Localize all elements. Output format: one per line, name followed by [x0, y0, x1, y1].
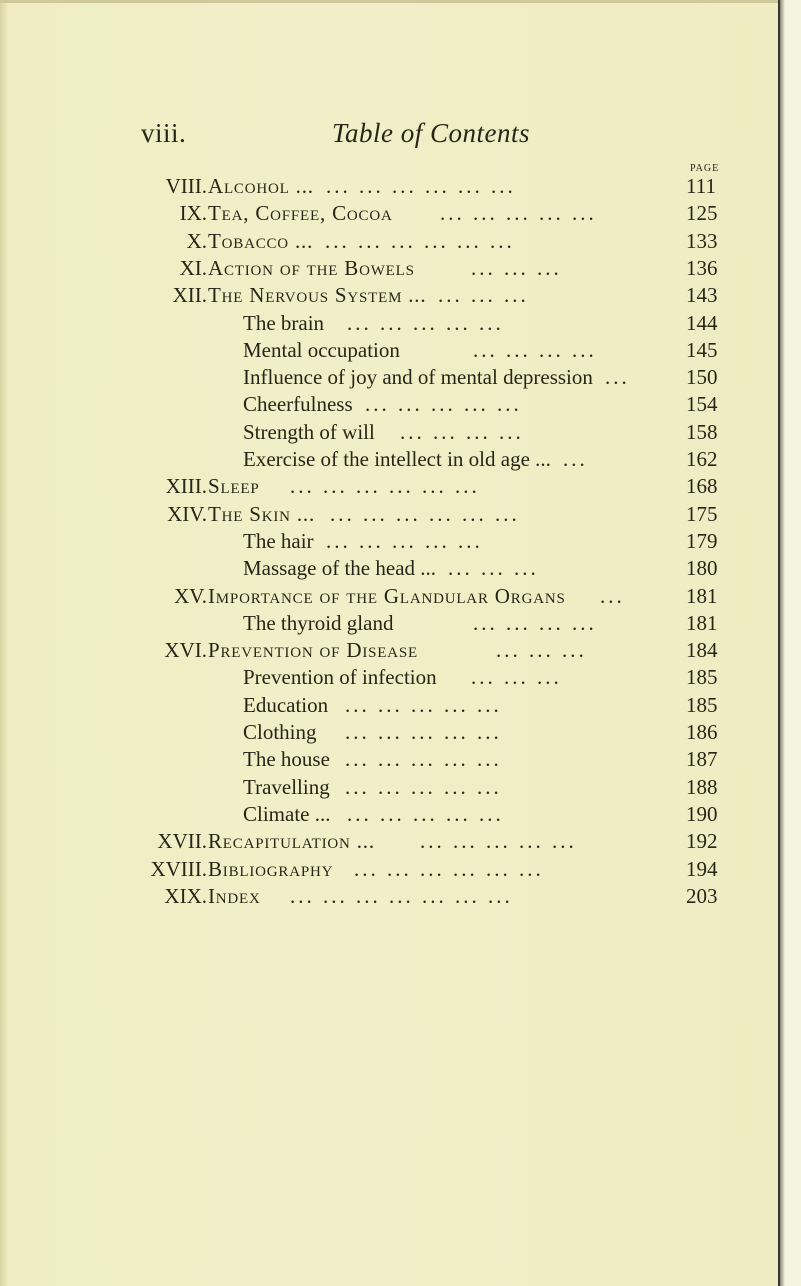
page-reference: 190	[686, 802, 718, 826]
dot-leader: ... ... ...	[471, 256, 562, 280]
section-title: The hair	[243, 529, 314, 553]
page-header	[0, 118, 778, 158]
dot-leader: ...	[605, 365, 630, 389]
section-title: The brain	[243, 311, 325, 335]
toc-entry	[0, 611, 778, 639]
page-reference: 186	[686, 720, 718, 744]
section-title: Climate ...	[243, 802, 331, 826]
toc-entry	[0, 857, 778, 885]
dot-leader: ... ... ... ... ...	[345, 720, 502, 744]
page-reference: 145	[686, 338, 718, 362]
section-title: Clothing	[243, 720, 317, 744]
chapter-number: XIV.	[167, 502, 207, 526]
chapter-number: XVIII.	[150, 857, 207, 881]
section-title: Massage of the head ...	[243, 556, 437, 580]
dot-leader: ... ... ... ... ... ...	[290, 474, 480, 498]
toc-entry	[0, 720, 778, 748]
dot-leader: ... ... ... ... ...	[420, 829, 577, 853]
section-title: Influence of joy and of mental depression	[243, 365, 593, 389]
section-title: Cheerfulness	[243, 392, 353, 416]
page-reference: 154	[686, 392, 718, 416]
dot-leader: ...	[600, 584, 625, 608]
dot-leader: ... ... ... ... ... ...	[330, 502, 520, 526]
toc-entry	[0, 229, 778, 257]
section-title: Mental occupation	[243, 338, 400, 362]
toc-entry	[0, 665, 778, 693]
chapter-title: Sleep	[208, 474, 260, 498]
chapter-title: The Skin ...	[208, 502, 316, 526]
chapter-number: XVII.	[157, 829, 207, 853]
section-title: Travelling	[243, 775, 330, 799]
section-title: Prevention of infection	[243, 665, 437, 689]
toc-entry	[0, 529, 778, 557]
toc-entry	[0, 174, 778, 202]
dot-leader: ... ... ... ... ...	[440, 201, 597, 225]
toc-entry	[0, 474, 778, 502]
section-title: The house	[243, 747, 330, 771]
toc-entry	[0, 747, 778, 775]
page-reference: 125	[686, 201, 718, 225]
page-reference: 194	[686, 857, 718, 881]
section-title: Exercise of the intellect in old age ...	[243, 447, 551, 471]
chapter-number: XV.	[174, 584, 207, 608]
toc-entry	[0, 802, 778, 830]
toc-entry	[0, 447, 778, 475]
toc-entry	[0, 201, 778, 229]
section-title: The thyroid gland	[243, 611, 394, 635]
page-reference: 150	[686, 365, 718, 389]
chapter-title: Tobacco ...	[208, 229, 314, 253]
facing-page-edge	[778, 0, 801, 1286]
toc-entry	[0, 693, 778, 721]
dot-leader: ... ... ... ... ...	[345, 693, 502, 717]
toc-entry	[0, 884, 778, 912]
page-reference: 162	[686, 447, 718, 471]
dot-leader: ... ... ...	[496, 638, 587, 662]
page-reference: 158	[686, 420, 718, 444]
page-reference: 143	[686, 283, 718, 307]
page-reference: 144	[686, 311, 718, 335]
dot-leader: ... ... ... ...	[400, 420, 524, 444]
chapter-title: Prevention of Disease	[208, 638, 418, 662]
page-reference: 181	[686, 584, 718, 608]
toc-entry	[0, 584, 778, 612]
toc-entry	[0, 256, 778, 284]
chapter-number: XIII.	[165, 474, 207, 498]
page-reference: 203	[686, 884, 718, 908]
chapter-number: XI.	[179, 256, 207, 280]
chapter-number: X.	[186, 229, 207, 253]
dot-leader: ... ... ... ... ...	[345, 747, 502, 771]
toc-entry	[0, 502, 778, 530]
binding-shadow	[780, 0, 785, 1286]
toc-entry	[0, 638, 778, 666]
toc-entry	[0, 829, 778, 857]
running-title: Table of Contents	[332, 118, 531, 148]
chapter-number: XVI.	[164, 638, 207, 662]
toc-entry	[0, 338, 778, 366]
page-reference: 184	[686, 638, 718, 662]
dot-leader: ... ... ... ...	[473, 338, 597, 362]
page-reference: 179	[686, 529, 718, 553]
dot-leader: ... ... ...	[471, 665, 562, 689]
toc-entry	[0, 775, 778, 803]
chapter-title: Recapitulation ...	[208, 829, 375, 853]
dot-leader: ... ... ... ... ...	[347, 802, 504, 826]
toc-entry	[0, 365, 778, 393]
chapter-number: XII.	[172, 283, 207, 307]
page-top-edge	[0, 0, 778, 3]
page-reference: 185	[686, 665, 718, 689]
section-title: Strength of will	[243, 420, 375, 444]
page-reference: 187	[686, 747, 718, 771]
page-reference: 175	[686, 502, 718, 526]
page-reference: 168	[686, 474, 718, 498]
chapter-title: Bibliography	[208, 857, 334, 881]
toc-entry	[0, 392, 778, 420]
dot-leader: ... ... ... ... ...	[365, 392, 522, 416]
chapter-title: Alcohol ...	[208, 174, 314, 198]
page-column-label: PAGE	[690, 163, 720, 174]
dot-leader: ... ... ... ... ... ... ...	[290, 884, 513, 908]
page-reference: 136	[686, 256, 718, 280]
page-reference: 181	[686, 611, 718, 635]
page-reference: 180	[686, 556, 718, 580]
dot-leader: ... ... ... ...	[473, 611, 597, 635]
chapter-title: Tea, Coffee, Cocoa	[208, 201, 393, 225]
chapter-title: The Nervous System ...	[208, 283, 427, 307]
toc-entry	[0, 556, 778, 584]
page-number: viii.	[141, 118, 187, 148]
toc-entry	[0, 420, 778, 448]
chapter-number: IX.	[179, 201, 207, 225]
section-title: Education	[243, 693, 329, 717]
dot-leader: ... ... ... ... ...	[347, 311, 504, 335]
dot-leader: ... ... ...	[448, 556, 539, 580]
chapter-number: VIII.	[165, 174, 207, 198]
dot-leader: ... ... ... ... ... ...	[326, 174, 516, 198]
dot-leader: ... ... ... ... ... ...	[325, 229, 515, 253]
chapter-title: Importance of the Glandular Organs	[208, 584, 566, 608]
toc-entry	[0, 283, 778, 311]
chapter-title: Action of the Bowels	[208, 256, 415, 280]
dot-leader: ...	[563, 447, 588, 471]
dot-leader: ... ... ... ... ... ...	[354, 857, 544, 881]
page-reference: 188	[686, 775, 718, 799]
page-reference: 133	[686, 229, 718, 253]
dot-leader: ... ... ... ... ...	[345, 775, 502, 799]
dot-leader: ... ... ...	[438, 283, 529, 307]
page-reference: 111	[686, 174, 716, 198]
page-reference: 185	[686, 693, 718, 717]
dot-leader: ... ... ... ... ...	[326, 529, 483, 553]
toc-entry	[0, 311, 778, 339]
page-reference: 192	[686, 829, 718, 853]
chapter-title: Index	[208, 884, 261, 908]
chapter-number: XIX.	[164, 884, 207, 908]
